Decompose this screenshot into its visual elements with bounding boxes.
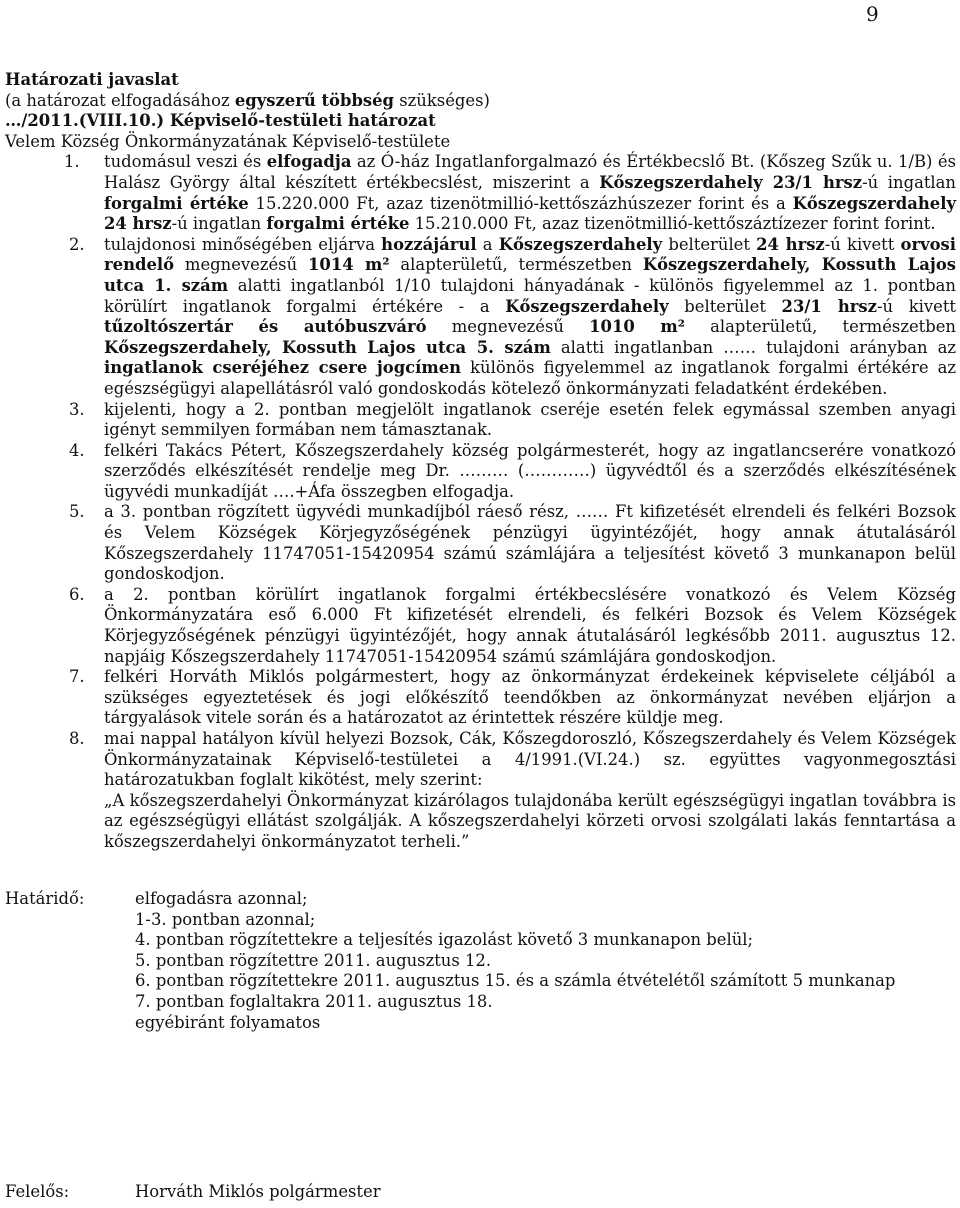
majority-note: (a határozat elfogadásához egyszerű többség szükséges) <box>5 90 490 110</box>
resolution-document <box>0 70 960 853</box>
deadline-line: 7. pontban foglaltakra 2011. augusztus 18. <box>135 991 493 1011</box>
resolution-item-5: 5. a 3. pontban rögzített ügyvédi munkadíjból ráeső rész, …… Ft kifizetését elrendeli és felkéri Bozsok és Velem Községek Körjegyzőségének pénzügyi ügyintézőjét, hogy annak átutalásáról Kőszegszerdahely 11747051-15420954 számú számlájára a teljesítést követő 3 munkanapon belül gondoskodjon. <box>69 502 956 584</box>
deadline-line: 4. pontban rögzítettekre a teljesítés igazolást követő 3 munkanapon belül; <box>135 930 754 950</box>
resolution-item-3: 3. kijelenti, hogy a 2. pontban megjelölt ingatlanok cseréje esetén felek egymással szemben anyagi igényt semmilyen formában nem támasztanak. <box>69 399 956 440</box>
resolution-item-1: 1. tudomásul veszi és elfogadja az Ó-ház Ingatlanforgalmazó és Értékbecslő Bt. (Kőszeg Szűk u. 1/B) és Halász György által készített értékbecslést, miszerint a Kőszegszerdahely 23/1 hrsz-ú ingatlan forgalmi értéke 15.220.000 Ft, azaz tizenötmillió-kettőszázhúszezer forint és a Kőszegszerdahely 24 hrsz-ú ingatlan forgalmi értéke 15.210.000 Ft, azaz tizenötmillió-kettőszáztízezer forint forint. <box>64 152 956 234</box>
deadline-line: elfogadásra azonnal; <box>135 889 308 908</box>
resolution-item-8: 8. mai nappal hatályon kívül helyezi Bozsok, Cák, Kőszegdoroszló, Kőszegszerdahely és Velem Községek Önkormányzatainak Képviselő-testületei a 4/1991.(VI.24.) sz. együttes vagyonmegosztási határozatukban foglalt kikötést, mely szerint: „A kőszegszerdahelyi Önkormányzat kizárólagos tulajdonába került egészségügyi ingatlan továbbra is az egészségügyi ellátást szolgálják. A kőszegszerdahelyi körzeti orvosi szolgálati lakás fenntartása a kőszegszerdahelyi önkormányzatot terheli.” <box>69 729 956 851</box>
item-number: 1. <box>64 152 80 172</box>
responsible-section <box>0 1182 960 1203</box>
responsible-person: Horváth Miklós polgármester <box>135 1182 381 1201</box>
issuing-body: Velem Község Önkormányzatának Képviselő-testülete <box>5 131 451 151</box>
item-number: 6. <box>69 584 85 604</box>
page-number: 9 <box>866 2 879 26</box>
resolution-item-2: 2. tulajdonosi minőségében eljárva hozzájárul a Kőszegszerdahely belterület 24 hrsz-ú kivett orvosi rendelő megnevezésű 1014 m² alapterületű, természetben Kőszegszerdahely, Kossuth Lajos utca 1. szám alatti ingatlanból 1/10 tulajdoni hányadának - különös figyelemmel az 1. pontban körülírt ingatlanok forgalmi értékére - a Kőszegszerdahely belterület 23/1 hrsz-ú kivett tűzoltószertár és autóbuszváró megnevezésű 1010 m² alapterületű, természetben Kőszegszerdahely, Kossuth Lajos utca 5. szám alatti ingatlanban …… tulajdoni arányban az ingatlanok cseréjéhez csere jogcímen különös figyelemmel az ingatlanok forgalmi értékére az egészségügyi alapellátásról való gondoskodás kötelező önkormányzati feladatként érdekében. <box>69 234 957 398</box>
responsible-label: Felelős: <box>5 1182 70 1201</box>
resolution-item-6: 6. a 2. pontban körülírt ingatlanok forgalmi értékbecslésére vonatkozó és Velem Község Önkormányzatára eső 6.000 Ft kifizetését elrendeli, és felkéri Bozsok és Velem Községek Körjegyzőségének pénzügyi ügyintézőjét, hogy annak átutalásáról legkésőbb 2011. augusztus 12. napjáig Kőszegszerdahely 11747051-15420954 számú számlájára gondoskodjon. <box>69 584 956 666</box>
deadline-line: 6. pontban rögzítettekre 2011. augusztus 15. és a számla étvételétől számított 5 munkanap <box>135 971 896 991</box>
item-number: 5. <box>69 502 85 522</box>
item-number: 8. <box>69 729 85 748</box>
deadline-section <box>0 889 960 1033</box>
item-number: 3. <box>69 399 85 419</box>
quoted-clause: „A kőszegszerdahelyi Önkormányzat kizárólagos tulajdonába került egészségügyi ingatlan továbbra is az egészségügyi ellátást szolgálják. A kőszegszerdahelyi körzeti orvosi szolgálati lakás fenntartása a kőszegszerdahelyi önkormányzatot terheli.” <box>104 790 956 851</box>
deadline-label: Határidő: <box>5 889 85 908</box>
deadline-line: 1-3. pontban azonnal; <box>135 909 316 929</box>
deadline-line: 5. pontban rögzítettre 2011. augusztus 12. <box>135 950 492 970</box>
item-number: 4. <box>69 440 85 460</box>
item-number: 2. <box>69 234 85 254</box>
resolution-item-4: 4. felkéri Takács Pétert, Kőszegszerdahely község polgármesterét, hogy az ingatlancserére vonatkozó szerződés elkészítését rendelje meg Dr. ……… (…………) ügyvédtől és a szerződés elkészítésének ügyvédi munkadíját ….+Áfa összegben elfogadja. <box>69 440 956 501</box>
deadline-line: egyébiránt folyamatos <box>135 1012 321 1032</box>
resolution-heading <box>5 70 960 152</box>
resolution-id: …/2011.(VIII.10.) Képviselő-testületi határozat <box>5 111 436 131</box>
resolution-item-7: 7. felkéri Horváth Miklós polgármestert, hogy az önkormányzat érdekeinek képviselete céljából a szükséges egyeztetések és jogi előkészítő teendőkben az önkormányzat nevében eljárjon a tárgyalások vitele során és a határozatot az érintettek részére küldje meg. <box>69 667 956 728</box>
proposal-title: Határozati javaslat <box>5 70 179 89</box>
item-number: 7. <box>69 667 85 687</box>
